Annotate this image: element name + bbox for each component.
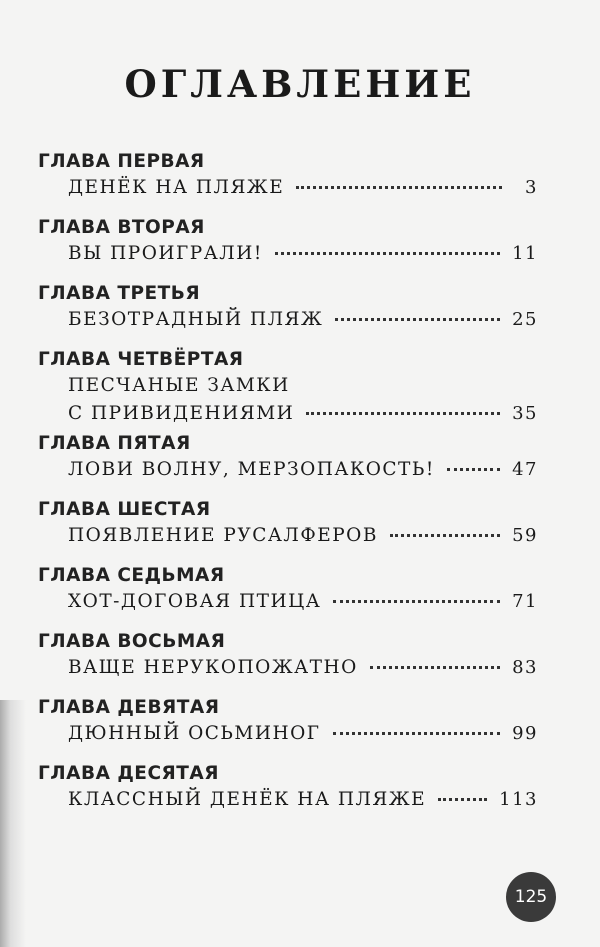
chapter-title-line	[68, 240, 538, 268]
toc-entry	[38, 762, 558, 828]
chapter-title-line	[68, 306, 538, 334]
chapter-title: БЕЗОТРАДНЫЙ ПЛЯЖ	[68, 309, 324, 330]
chapter-heading: ГЛАВА ДЕСЯТАЯ	[38, 763, 219, 784]
toc-entry	[38, 348, 558, 432]
chapter-heading: ГЛАВА ЧЕТВЁРТАЯ	[38, 349, 244, 370]
chapter-title-line	[68, 456, 538, 484]
chapter-title: ДЮННЫЙ ОСЬМИНОГ	[68, 723, 321, 744]
chapter-title: ЛОВИ ВОЛНУ, МЕРЗОПАКОСТЬ!	[68, 459, 435, 480]
chapter-title-line	[68, 786, 538, 814]
dot-leader	[306, 412, 500, 415]
page-ref: 59	[512, 525, 538, 546]
dot-leader	[438, 798, 487, 801]
page-ref: 35	[512, 403, 538, 424]
dot-leader	[390, 534, 500, 537]
chapter-title: ПЕСЧАНЫЕ ЗАМКИ	[68, 375, 290, 396]
chapter-title-line	[68, 522, 538, 550]
chapter-title: ВЫ ПРОИГРАЛИ!	[68, 243, 263, 264]
toc-entry	[38, 282, 558, 348]
chapter-title: ДЕНЁК НА ПЛЯЖЕ	[68, 177, 285, 198]
chapter-title: КЛАССНЫЙ ДЕНЁК НА ПЛЯЖЕ	[68, 789, 427, 810]
page-title: ОГЛАВЛЕНИЕ	[124, 62, 476, 106]
toc-entry	[38, 630, 558, 696]
table-of-contents	[38, 150, 558, 828]
dot-leader	[335, 318, 500, 321]
chapter-heading: ГЛАВА ПЯТАЯ	[38, 433, 191, 454]
chapter-heading: ГЛАВА ТРЕТЬЯ	[38, 283, 201, 304]
chapter-title-line	[68, 720, 538, 748]
page-ref: 11	[512, 243, 538, 264]
chapter-title: ХОТ-ДОГОВАЯ ПТИЦА	[68, 591, 322, 612]
chapter-title-line	[68, 174, 538, 202]
chapter-title-line	[68, 400, 538, 428]
dot-leader	[333, 732, 501, 735]
chapter-heading: ГЛАВА ДЕВЯТАЯ	[38, 697, 220, 718]
dot-leader	[370, 666, 500, 669]
dot-leader	[447, 468, 500, 471]
page-ref: 71	[512, 591, 538, 612]
chapter-heading: ГЛАВА СЕДЬМАЯ	[38, 565, 225, 586]
toc-entry	[38, 150, 558, 216]
chapter-heading: ГЛАВА ШЕСТАЯ	[38, 499, 211, 520]
dot-leader	[275, 252, 500, 255]
page-ref: 3	[525, 177, 538, 198]
page-edge-shadow	[0, 700, 26, 947]
chapter-heading: ГЛАВА ПЕРВАЯ	[38, 151, 205, 172]
chapter-title: С ПРИВИДЕНИЯМИ	[68, 403, 295, 424]
toc-entry	[38, 432, 558, 498]
chapter-title-line	[68, 654, 538, 682]
page-number-badge: 125	[506, 872, 556, 922]
chapter-title: ВАЩЕ НЕРУКОПОЖАТНО	[68, 657, 358, 678]
page-ref: 99	[512, 723, 538, 744]
toc-entry	[38, 498, 558, 564]
chapter-title-line	[68, 588, 538, 616]
page-ref: 113	[499, 789, 538, 810]
dot-leader	[296, 186, 502, 189]
toc-entry	[38, 696, 558, 762]
toc-entry	[38, 564, 558, 630]
page-ref: 83	[512, 657, 538, 678]
page-ref: 47	[512, 459, 538, 480]
page-ref: 25	[512, 309, 538, 330]
toc-entry	[38, 216, 558, 282]
chapter-title: ПОЯВЛЕНИЕ РУСАЛФЕРОВ	[68, 525, 378, 546]
dot-leader	[333, 600, 500, 603]
chapter-heading: ГЛАВА ВОСЬМАЯ	[38, 631, 226, 652]
chapter-heading: ГЛАВА ВТОРАЯ	[38, 217, 205, 238]
